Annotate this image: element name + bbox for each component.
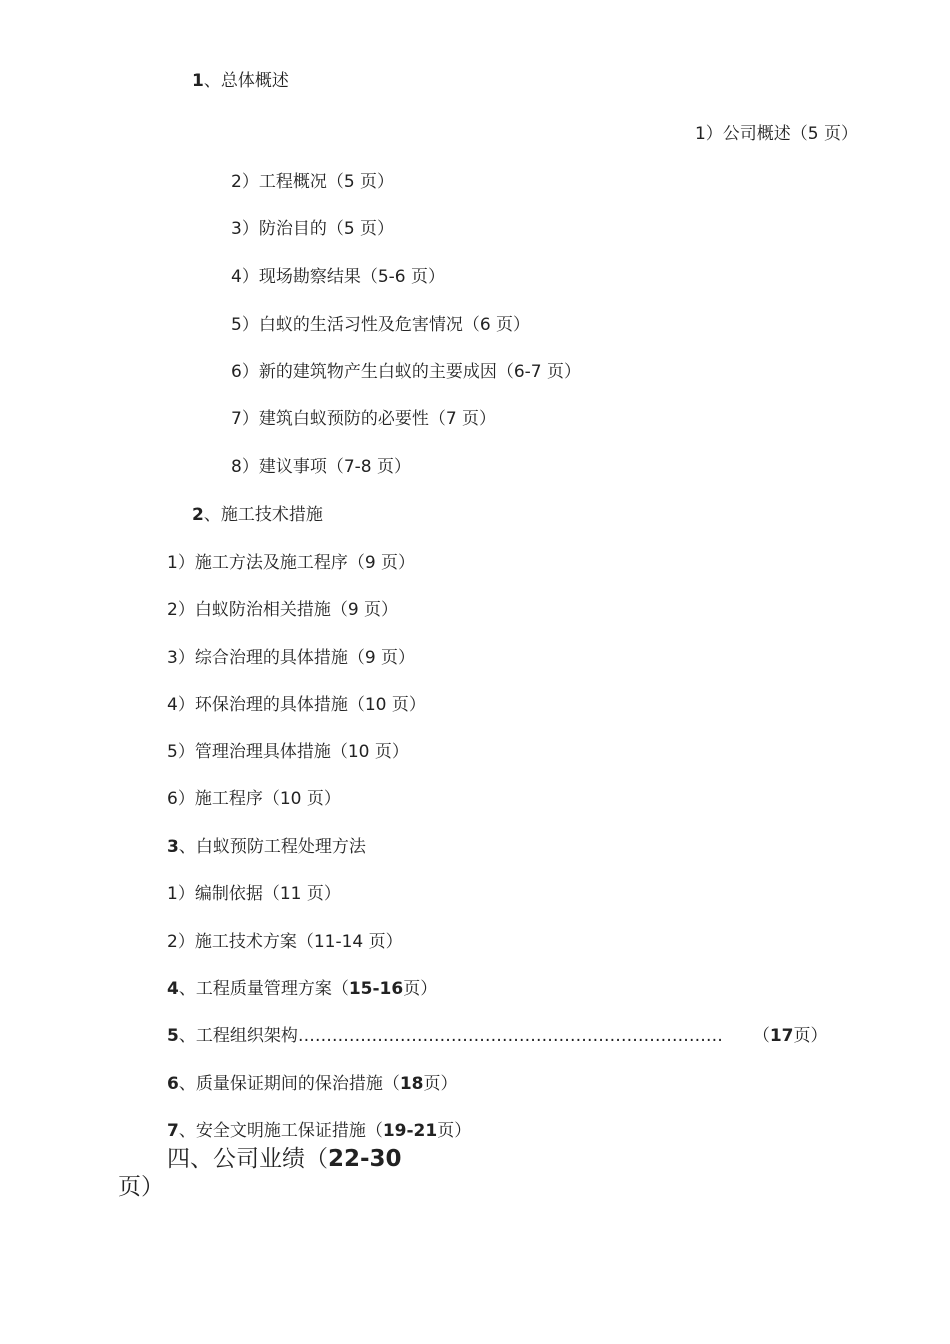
section-pages-suffix: 页） [437, 1121, 472, 1141]
section-pages-open: （ [752, 1026, 770, 1046]
section-pages-suffix: 页） [423, 1074, 458, 1094]
toc-section-4 [167, 977, 437, 1001]
toc-item: 4）环保治理的具体措施（10 页） [167, 695, 426, 715]
toc-section-3 [167, 835, 366, 859]
section-title: 、工程质量管理方案（ [178, 979, 349, 999]
toc-item: 5）管理治理具体措施（10 页） [167, 742, 409, 762]
toc-section-1 [192, 69, 289, 93]
section-number: 4 [167, 979, 179, 999]
toc-section-2 [192, 503, 323, 527]
toc-item: 6）新的建筑物产生白蚁的主要成因（6-7 页） [231, 362, 581, 382]
section-title: 、白蚁预防工程处理方法 [178, 837, 366, 857]
toc-item: 1）公司概述（5 页） [694, 124, 858, 144]
toc-item: 3）防治目的（5 页） [231, 219, 395, 239]
section-number: 6 [167, 1074, 179, 1094]
toc-item: 8）建议事项（7-8 页） [231, 457, 411, 477]
part-title: 四、公司业绩（ [167, 1146, 328, 1172]
toc-part-4 [167, 1144, 402, 1174]
section-title: 、质量保证期间的保治措施（ [178, 1074, 400, 1094]
section-title: 、安全文明施工保证措施（ [178, 1121, 383, 1141]
section-number: 3 [167, 837, 179, 857]
section-pages-suffix: 页） [793, 1026, 828, 1046]
toc-item: 4）现场勘察结果（5-6 页） [231, 267, 445, 287]
toc-item: 2）工程概况（5 页） [231, 172, 395, 192]
toc-item: 2）施工技术方案（11-14 页） [167, 932, 403, 952]
section-title: 、施工技术措施 [203, 505, 323, 525]
toc-item: 1）编制依据（11 页） [167, 884, 341, 904]
section-number: 5 [167, 1026, 179, 1046]
section-pages: 15-16 [348, 979, 404, 999]
section-number: 7 [167, 1121, 179, 1141]
toc-item: 3）综合治理的具体措施（9 页） [167, 648, 416, 668]
section-pages: 19-21 [382, 1121, 438, 1141]
part-pages-suffix: 页） [118, 1174, 164, 1200]
toc-item: 2）白蚁防治相关措施（9 页） [167, 600, 399, 620]
section-title: 、工程组织架构 [178, 1026, 298, 1046]
part-pages: 22-30 [328, 1146, 402, 1172]
section-title: 、总体概述 [203, 71, 289, 91]
section-pages: 17 [769, 1026, 794, 1046]
toc-part-4-continued [118, 1172, 164, 1202]
section-pages-suffix: 页） [403, 979, 438, 999]
toc-item: 6）施工程序（10 页） [167, 789, 341, 809]
toc-item: 1）施工方法及施工程序（9 页） [167, 553, 416, 573]
section-pages: 18 [399, 1074, 424, 1094]
dot-leader: ………………………………………………………………… [297, 1026, 723, 1046]
toc-section-5 [167, 1024, 857, 1048]
toc-section-7 [167, 1119, 471, 1143]
section-number: 2 [192, 505, 204, 525]
section-number: 1 [192, 71, 204, 91]
toc-item: 5）白蚁的生活习性及危害情况（6 页） [231, 315, 531, 335]
toc-section-6 [167, 1072, 458, 1096]
toc-item: 7）建筑白蚁预防的必要性（7 页） [231, 409, 497, 429]
